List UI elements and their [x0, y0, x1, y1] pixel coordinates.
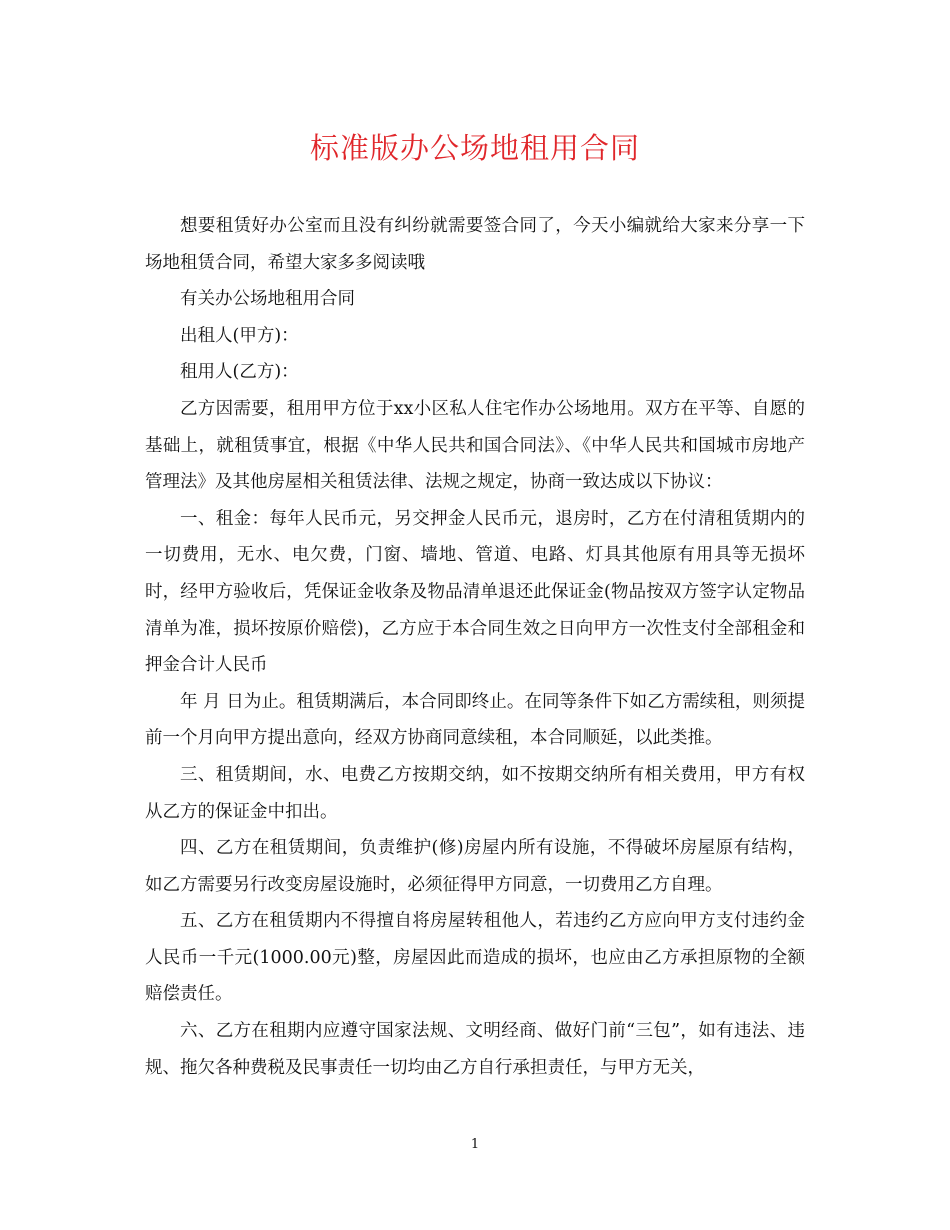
clause-sublease: 五、乙方在租赁期内不得擅自将房屋转租他人，若违约乙方应向甲方支付违约金人民币一千元(1000.00元)整，房屋因此而造成的损坏，也应由乙方承担原物的全额赔偿责任。: [145, 911, 805, 1005]
clause-compliance: 六、乙方在租期内应遵守国家法规、文明经商、做好门前“三包”，如有违法、违规、拖欠各种费税及民事责任一切均由乙方自行承担责任，与甲方无关，: [145, 1021, 805, 1078]
preamble-paragraph: 乙方因需要，租用甲方位于xx小区私人住宅作办公场地用。双方在平等、自愿的基础上，就租赁事宜，根据《中华人民共和国合同法》、《中华人民共和国城市房地产管理法》及其他房屋相关租赁法律、法规之规定，协商一致达成以下协议：: [145, 398, 805, 493]
page-number: 1: [470, 1137, 480, 1152]
document-title: 标准版办公场地租用合同: [309, 131, 640, 165]
document-body: [145, 208, 805, 1086]
intro-paragraph: 想要租赁好办公室而且没有纠纷就需要签合同了，今天小编就给大家来分享一下场地租赁合同，希望大家多多阅读哦: [145, 216, 805, 273]
clause-term: 年 月 日为止。租赁期满后，本合同即终止。在同等条件下如乙方需续租，则须提前一个月向甲方提出意向，经双方协商同意续租，本合同顺延，以此类推。: [145, 691, 805, 749]
clause-rent: 一、租金：每年人民币元，另交押金人民币元，退房时，乙方在付清租赁期内的一切费用，无水、电欠费，门窗、墙地、管道、电路、灯具其他原有用具等无损坏时，经甲方验收后，凭保证金收条及物品清单退还此保证金(物品按双方签字认定物品清单为准，损坏按原价赔偿)，乙方应于本合同生效之日向甲方一次性支付全部租金和押金合计人民币: [145, 508, 805, 676]
lessee-line: 租用人(乙方)：: [180, 362, 299, 383]
clause-maintenance: 四、乙方在租赁期间，负责维护(修)房屋内所有设施，不得破坏房屋原有结构，如乙方需要另行改变房屋设施时，必须征得甲方同意，一切费用乙方自理。: [145, 838, 805, 895]
lessor-line: 出租人(甲方)：: [180, 325, 299, 346]
contract-heading: 有关办公场地租用合同: [180, 289, 355, 310]
clause-utilities: 三、租赁期间，水、电费乙方按期交纳，如不按期交纳所有相关费用，甲方有权从乙方的保证金中扣出。: [145, 764, 805, 822]
